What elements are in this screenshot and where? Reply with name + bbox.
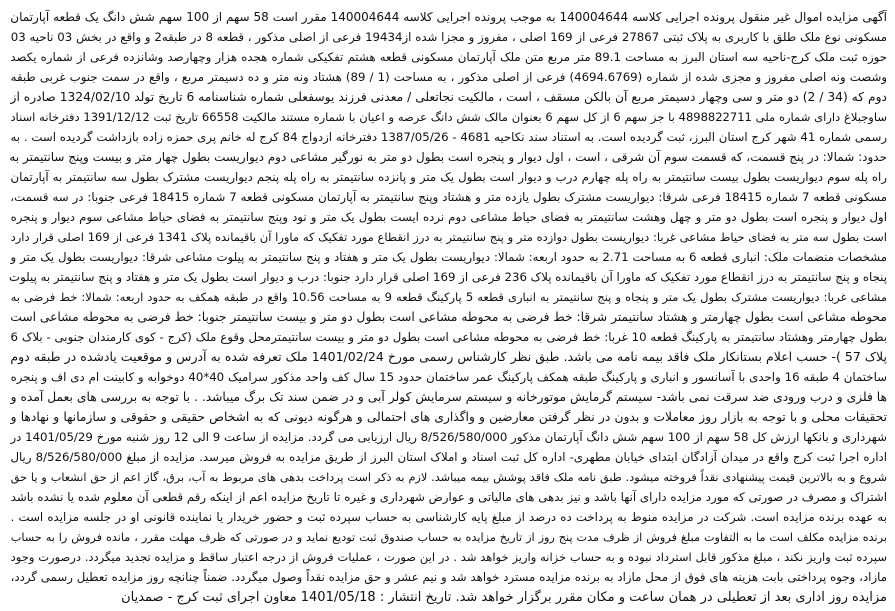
notice-line-text: مسکونی قطعه 7 شماره 18415 فرعی شرقا: دیواریست مشترک بطول یازده متر و هشتاد وپنج سانتیمتر به آپارتمان مسکونی قطعه 7 شماره 18415 فرعی جنوبا: در سه قسمت، <box>10 190 887 204</box>
notice-line <box>8 206 887 226</box>
notice-line <box>8 166 887 186</box>
notice-line <box>8 346 887 366</box>
notice-line <box>8 566 887 586</box>
notice-line <box>8 226 887 246</box>
notice-line-text: تحقیقات محلی و با توجه به بازار روز معاملات و بدون در نظر گرفتن معارضین و واگذاری های احتمالی و هرگونه دیونی که به اشخاص حقیقی و حقوقی و سازمانها و نهادها و <box>10 410 887 424</box>
notice-line <box>8 446 887 466</box>
notice-line-text: سپرده ثبت واریز نکند ، مبلغ مذکور قابل استرداد نبوده و به حساب خزانه واریز خواهد شد . در این صورت ، عملیات فروش از درجه اعتبار ساقط و مزایده تجدید میگردد. درصورت وجود <box>10 550 887 564</box>
notice-line <box>8 486 887 506</box>
notice-line-text: مزایده روز اداری بعد از تعطیلی در همان ساعت و مکان مقرر برگزار خواهد شد. تاریخ انتشار : 1401/05/18 معاون اجرای ثبت کرج - صمدیان <box>121 590 887 605</box>
notice-line-text: آگهی مزایده اموال غیر منقول پرونده اجرایی کلاسه 140004644 به موجب پرونده اجرایی کلاسه 140004644 مقرر است 58 سهم از 100 سهم شش دانگ یک قطعه آپارتمان <box>10 10 887 24</box>
notice-line <box>8 426 887 446</box>
notice-line <box>8 246 887 266</box>
notice-line <box>8 326 887 346</box>
notice-line-text: ساختمان 4 طبقه 16 واحدی با آسانسور و انباری و پارکینگ طبقه همکف پارکینگ عمر ساختمان حدود 15 سال کف واحد مذکور سرامیک 40*40 دوخوابه و کابینت ام دی اف و پنجره <box>10 370 887 384</box>
notice-line <box>8 546 887 566</box>
notice-line-text: مسکونی نوع ملک طلق با کاربری به پلاک ثبتی 27867 فرعی از 169 اصلی ، مفروز و مجزا شده از19434 فرعی از اصلی مذکور ، قطعه 8 در طبقه2 و واقع در بخش 03 ناحیه 03 <box>10 30 887 44</box>
notice-line-text: حدود: شمالا: در پنج قسمت، که قسمت سوم آن شرقی ، است ، اول دیوار و پنجره است بطول دو متر به نورگیر مشاعی دوم دیواریست بطول چهار متر و بیست وپنج سانتیمتر به <box>9 150 887 164</box>
notice-line <box>8 146 887 166</box>
notice-line <box>8 386 887 406</box>
notice-line <box>8 106 887 126</box>
notice-line <box>8 366 887 386</box>
notice-line-text: مشخصات منضمات ملک: انباری قطعه 6 به مساحت 2.71 به حدود اربعه: شمالا: دیواریست بطول یک متر و هفتاد و پنج سانتیمتر به پیلوت مشاعی شرقا: دیواریست بطول یک متر و <box>10 250 887 264</box>
notice-line <box>8 186 887 206</box>
notice-line <box>8 66 887 86</box>
notice-line-text: مازاد، وجوه پرداختی بابت هزینه های فوق از محل مازاد به برنده مزایده مسترد خواهد شد و نیم عشر و حق مزایده نقداً وصول میگردد. ضمناً چنانچه روز مزایده تعطیل رسمی گردد، <box>10 570 887 584</box>
notice-line <box>8 506 887 526</box>
notice-line-text: به عهده برنده مزایده است. شرکت در مزایده منوط به پرداخت ده درصد از مبلغ پایه کارشناسی به حساب سپرده ثبت و حضور خریدار یا نماینده قانونی او در جلسه مزایده است . <box>10 510 887 524</box>
notice-line <box>8 466 887 486</box>
notice-line <box>8 306 887 326</box>
notice-line-text: ساوجبلاغ دارای شماره ملی 4898822711 با جز سهم 6 از کل سهم 6 بعنوان مالک شش دانگ عرصه و اعیان با شماره مستند مالکیت 66558 تاریخ ثبت 1391/12/12 دفترخانه اسناد <box>10 110 887 124</box>
notice-line-text: راه پله سوم دیواریست بطول بیست سانتیمتر به راه پله چهارم درب و دیوار است بطول یک متر و پانزده سانتیمتر به راه پله پنجم دیواریست مشترک بطول سه سانتیمتر به آپارتمان <box>10 170 887 184</box>
notice-line <box>8 526 887 546</box>
notice-line-text: ها فلزی و درب ورودی ضد سرقت نمی باشد- سیستم گرمایش موتورخانه و سیستم سرمایش کولر آبی و در ضمن سند تک برگ میباشد. . با توجه به بررسی های بعمل آمده و <box>10 390 887 404</box>
notice-line-text: بطول چهارمتر وهشتاد سانتیمتر به پارکینگ قطعه 10 غربا: خط فرضی به محوطه مشاعی است بطول دو متر و بیست سانتیمترمحل وقوع ملک (کرج - کوی کارمندان جنوبی - بلاک 6 <box>10 330 887 344</box>
notice-line <box>8 286 887 306</box>
notice-line-text: شهرداری و بانکها ارزش کل 58 سهم از 100 سهم شش دانگ آپارتمان مذکور 8/526/580/000 ریال ارزیابی می گردد. مزایده از ساعت 9 الی 12 روز شنبه مورخ 1401/05/29 در <box>10 430 887 444</box>
notice-line <box>8 26 887 46</box>
notice-line-text: دوم که (34 / 2) دو متر و سی وچهار دسیمتر مربع آن بالکن مسقف ، است ، مالکیت نجاتعلی / معدنی فرزند یوسفعلی شماره شناسنامه 6 تاریخ تولد 1324/02/10 صادره از <box>10 90 887 104</box>
notice-line-text: اشتراک و مصرف در صورتی که مورد مزایده دارای آنها باشد و نیز بدهی های مالیاتی و عوارض شهرداری و غیره تا تاریخ مزایده اعم از اینکه رقم قطعی آن معلوم شده یا نشده باشد <box>10 490 887 504</box>
notice-line-text: رسمی شماره 41 شهر کرج استان البرز، ثبت گردیده است. به استناد سند نکاحیه 4681 - 1387/05/26 دفترخانه ازدواج 84 کرج له خانم پری حمزه زاده بازداشت گردیده است . به <box>10 130 887 144</box>
notice-line <box>8 126 887 146</box>
notice-line <box>8 266 887 286</box>
notice-line-text: پنجاه و پنج سانتیمتر به درز انقطاع مورد تفکیک که ماورا آن باقیمانده پلاک 236 فرعی از 169 اصلی قرار دارد جنوبا: درب و دیوار است بطول یک متر و هفتاد و پنج سانتیمتر به پیلوت <box>9 270 887 284</box>
notice-line-text: پلاک 57 )- حسب اعلام بستانکار ملک فاقد بیمه نامه می باشد. طبق نظر کارشناس رسمی مورخ 1401/02/24 ملک تعرفه شده به آدرس و موقعیت یادشده در طبقه دوم <box>10 349 887 364</box>
notice-line <box>8 586 887 606</box>
notice-line-text: شروع و به بالاترین قیمت پیشنهادی نقداً فروخته میشود. طبق نامه ملک فاقد پوشش بیمه میباشد. لازم به ذکر است پرداخت بدهی های مربوط به آب، برق، گاز اعم از حق انشعاب و یا حق <box>10 471 887 484</box>
notice-line-text: محوطه مشاعی است بطول چهارمتر و هشتاد سانتیمتر شرقا: خط فرضی به محوطه مشاعی است بطول دو متر و بیست سانتیمتر جنوبا: خط فرضی به محوطه مشاعی است <box>10 310 887 324</box>
notice-line <box>8 6 887 26</box>
notice-line-text: است بطول سه متر به فضای حیاط مشاعی غربا: دیواریست بطول دوازده متر و پنج سانتیمتر به درز انقطاع مورد تفکیک که ماورا آن باقیمانده پلاک 1341 فرعی از 169 اصلی قرار دارد <box>10 230 887 244</box>
notice-line-text: وشصت ونه اصلی مفروز و مجزی شده از شماره (4694.6769) فرعی از اصلی مذکور ، به مساحت (1 / 89) هشتاد ونه متر و ده دسیمتر مربع ، واقع در سمت جنوب غربی طبقه <box>10 70 887 84</box>
notice-line <box>8 406 887 426</box>
notice-line <box>8 46 887 66</box>
notice-line-text: اداره اجرا ثبت کرج واقع در میدان آزادگان ابتدای خیابان مطهری- اداره کل ثبت اسناد و املاک استان البرز از طریق مزایده به فروش میرسد. مزایده از مبلغ 8/526/580/000 ریال <box>10 450 887 464</box>
notice-line-text: مشاعی غربا: دیواریست مشترک بطول یک متر و پنجاه و پنج سانتیمتر به انباری قطعه 5 پارکینگ قطعه 9 به مساحت 10.56 واقع در طبقه همکف به حدود اربعه: شمالا: خط فرضی به <box>10 290 887 304</box>
notice-line-text: اول دیوار و پنجره است بطول دو متر و چهل وهشت سانتیمتر به فضای حیاط مشاعی دوم نرده ایست بطول یک متر و نود وپنج سانتیمتر به فضای حیاط مشاعی سوم دیوار و پنجره <box>10 210 887 224</box>
notice-line-text: حوزه ثبت ملک کرج-ناحیه سه استان البرز به مساحت 89.1 متر مربع متن ملک آپارتمان مسکونی قطعه هشتم تفکیکی شماره هجده هزار وچهارصد وشانزده فرعی از شماره یکصد <box>10 50 887 64</box>
notice-line <box>8 86 887 106</box>
notice-line-text: برنده مزایده مکلف است ما به التفاوت مبلغ فروش از ظرف مدت پنج روز از تاریخ مزایده به حساب صندوق ثبت تودیع نماید و در صورتی که ظرف مهلت مقرر ، مانده فروش را به حساب <box>10 531 887 544</box>
